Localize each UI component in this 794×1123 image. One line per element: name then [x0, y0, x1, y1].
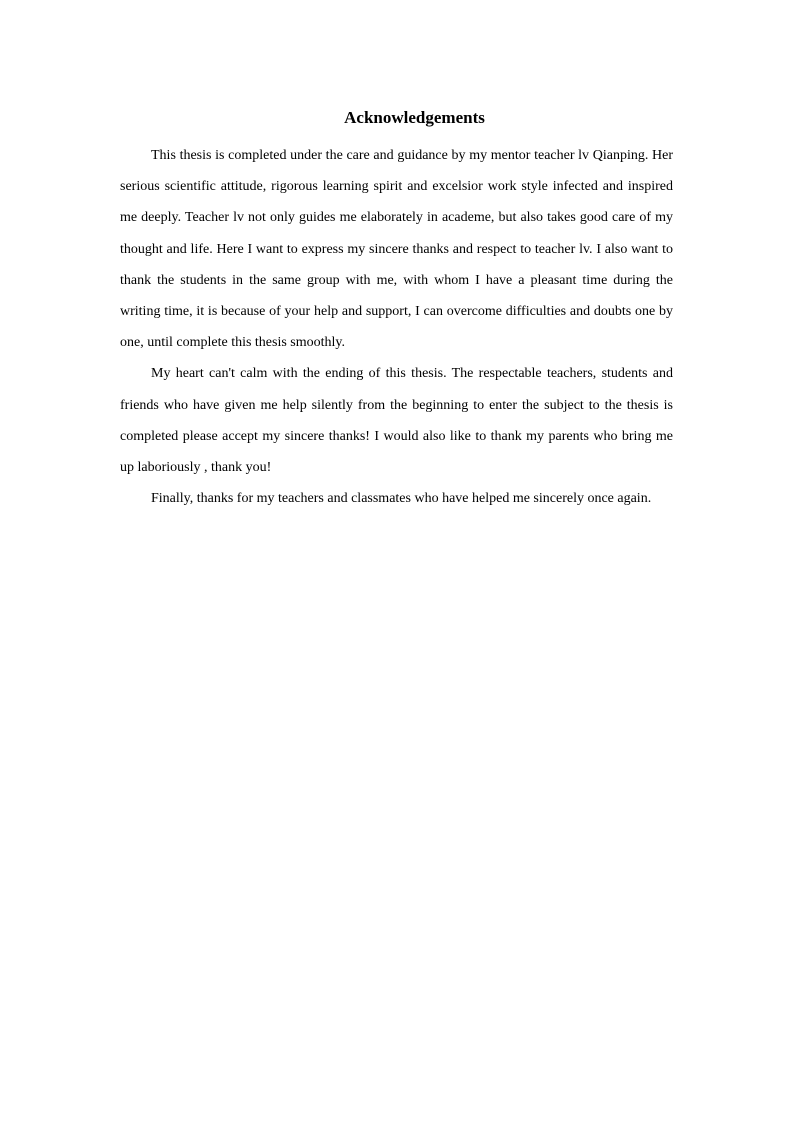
paragraph-1: This thesis is completed under the care and guidance by my mentor teacher lv Qianping. Her serious scientific attitude, rigorous learning spirit and excelsior work style infected and inspired me deeply. Teacher lv not only guides me elaborately in academe, but also takes good care of my thought and life. Here I want to express my sincere thanks and respect to teacher lv. I also want to thank the students in the same group with me, with whom I have a pleasant time during the writing time, it is because of your help and support, I can overcome difficulties and doubts one by one, until complete this thesis smoothly. [120, 148, 673, 351]
document-title: Acknowledgements [344, 108, 485, 127]
paragraph-2: My heart can't calm with the ending of this thesis. The respectable teachers, students and friends who have given me help silently from the beginning to enter the subject to the thesis is completed please accept my sincere thanks! I would also like to thank my parents who bring me up laboriously , thank you! [120, 366, 673, 476]
document-page [120, 104, 673, 514]
paragraph-3: Finally, thanks for my teachers and classmates who have helped me sincerely once again. [151, 491, 652, 507]
